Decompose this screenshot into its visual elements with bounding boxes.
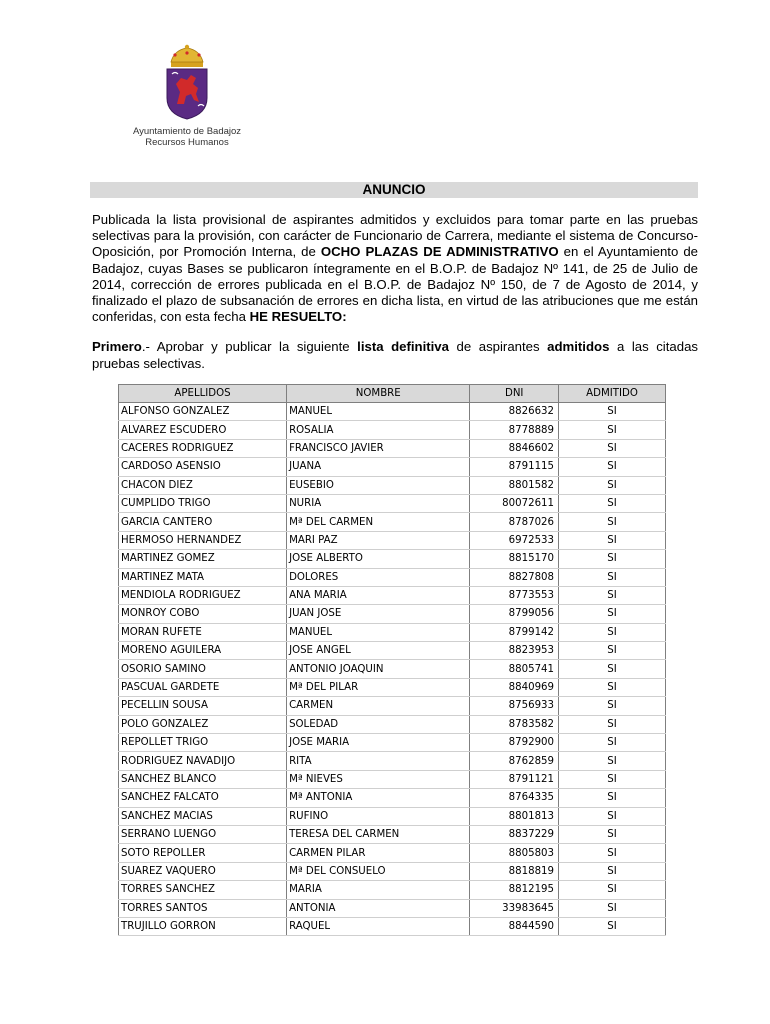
cell-admitido: SI bbox=[559, 789, 666, 807]
cell-admitido: SI bbox=[559, 605, 666, 623]
cell-dni: 8778889 bbox=[470, 421, 559, 439]
cell-apellidos: SOTO REPOLLER bbox=[119, 844, 287, 862]
cell-apellidos: RODRIGUEZ NAVADIJO bbox=[119, 752, 287, 770]
primero-text-2: de aspirantes bbox=[448, 339, 548, 355]
cell-nombre: DOLORES bbox=[287, 568, 470, 586]
table-row bbox=[119, 697, 666, 715]
cell-admitido: SI bbox=[559, 531, 666, 549]
cell-admitido: SI bbox=[559, 697, 666, 715]
table-row bbox=[119, 513, 666, 531]
cell-nombre: SOLEDAD bbox=[287, 715, 470, 733]
cell-nombre: Mª NIEVES bbox=[287, 770, 470, 788]
cell-nombre: RAQUEL bbox=[287, 917, 470, 935]
intro-text-1: Publicada la lista provisional de aspirantes admitidos y excluidos para tomar parte en las pruebas selectivas para la provisión, con carácter de Funcionario de Carrera, mediante el sistema de Concurso-Oposición, por Promoción Interna, de bbox=[92, 212, 698, 260]
cell-dni: 6972533 bbox=[470, 531, 559, 549]
cell-apellidos: GARCIA CANTERO bbox=[119, 513, 287, 531]
cell-admitido: SI bbox=[559, 752, 666, 770]
cell-admitido: SI bbox=[559, 881, 666, 899]
primero-text-1: .- Aprobar y publicar la siguiente bbox=[141, 339, 358, 355]
cell-admitido: SI bbox=[559, 917, 666, 935]
primero-bold-admitidos: admitidos bbox=[547, 339, 610, 355]
col-apellidos: APELLIDOS bbox=[119, 385, 287, 403]
cell-nombre: MANUEL bbox=[287, 623, 470, 641]
cell-apellidos: CUMPLIDO TRIGO bbox=[119, 494, 287, 512]
table-row bbox=[119, 623, 666, 641]
city-crest-icon bbox=[162, 44, 212, 120]
cell-apellidos: ALVAREZ ESCUDERO bbox=[119, 421, 287, 439]
table-row bbox=[119, 550, 666, 568]
cell-admitido: SI bbox=[559, 513, 666, 531]
cell-apellidos: POLO GONZALEZ bbox=[119, 715, 287, 733]
cell-dni: 8787026 bbox=[470, 513, 559, 531]
cell-nombre: ANTONIO JOAQUIN bbox=[287, 660, 470, 678]
admitted-applicants-table bbox=[118, 384, 666, 936]
table-row bbox=[119, 917, 666, 935]
cell-apellidos: TRUJILLO GORRON bbox=[119, 917, 287, 935]
cell-nombre: JUAN JOSE bbox=[287, 605, 470, 623]
cell-dni: 8846602 bbox=[470, 439, 559, 457]
cell-apellidos: MONROY COBO bbox=[119, 605, 287, 623]
cell-admitido: SI bbox=[559, 844, 666, 862]
cell-dni: 80072611 bbox=[470, 494, 559, 512]
cell-nombre: RUFINO bbox=[287, 807, 470, 825]
cell-dni: 8815170 bbox=[470, 550, 559, 568]
table-row bbox=[119, 789, 666, 807]
table-row bbox=[119, 403, 666, 421]
cell-dni: 8823953 bbox=[470, 642, 559, 660]
cell-apellidos: MORAN RUFETE bbox=[119, 623, 287, 641]
primero-label: Primero bbox=[92, 339, 142, 355]
cell-dni: 8792900 bbox=[470, 734, 559, 752]
cell-apellidos: CARDOSO ASENSIO bbox=[119, 458, 287, 476]
intro-text-2: en el Ayuntamiento de Badajoz, cuyas Bases se publicaron íntegramente en el B.O.P. de Badajoz Nº 141, de 25 de Julio de 2014, corrección de errores publicada en el B.O.P. de Badajoz Nº 150, de 7 de Agosto de 2014, y finalizado el plazo de subsanación de errores en dicha lista, en virtud de las atribuciones que me están conferidas, con esta fecha bbox=[92, 244, 698, 325]
cell-dni: 8801813 bbox=[470, 807, 559, 825]
cell-dni: 8812195 bbox=[470, 881, 559, 899]
cell-apellidos: SANCHEZ BLANCO bbox=[119, 770, 287, 788]
table-row bbox=[119, 844, 666, 862]
cell-nombre: MANUEL bbox=[287, 403, 470, 421]
cell-apellidos: SERRANO LUENGO bbox=[119, 825, 287, 843]
cell-nombre: Mª DEL CARMEN bbox=[287, 513, 470, 531]
cell-apellidos: HERMOSO HERNANDEZ bbox=[119, 531, 287, 549]
table-row bbox=[119, 715, 666, 733]
cell-dni: 8818819 bbox=[470, 862, 559, 880]
table-row bbox=[119, 660, 666, 678]
primero-text-3: a las citadas pruebas selectivas. bbox=[92, 339, 698, 371]
table-row bbox=[119, 734, 666, 752]
cell-dni: 8826632 bbox=[470, 403, 559, 421]
cell-admitido: SI bbox=[559, 807, 666, 825]
org-name: Ayuntamiento de Badajoz bbox=[132, 126, 242, 137]
cell-dni: 8783582 bbox=[470, 715, 559, 733]
cell-nombre: Mª DEL PILAR bbox=[287, 678, 470, 696]
cell-apellidos: REPOLLET TRIGO bbox=[119, 734, 287, 752]
cell-dni: 8827808 bbox=[470, 568, 559, 586]
table-row bbox=[119, 494, 666, 512]
cell-dni: 8756933 bbox=[470, 697, 559, 715]
cell-admitido: SI bbox=[559, 660, 666, 678]
cell-admitido: SI bbox=[559, 421, 666, 439]
cell-admitido: SI bbox=[559, 494, 666, 512]
cell-apellidos: PASCUAL GARDETE bbox=[119, 678, 287, 696]
cell-nombre: CARMEN PILAR bbox=[287, 844, 470, 862]
cell-nombre: TERESA DEL CARMEN bbox=[287, 825, 470, 843]
table-row bbox=[119, 421, 666, 439]
cell-dni: 8799056 bbox=[470, 605, 559, 623]
cell-admitido: SI bbox=[559, 734, 666, 752]
cell-apellidos: MARTINEZ MATA bbox=[119, 568, 287, 586]
cell-nombre: CARMEN bbox=[287, 697, 470, 715]
cell-nombre: NURIA bbox=[287, 494, 470, 512]
cell-admitido: SI bbox=[559, 586, 666, 604]
cell-dni: 8837229 bbox=[470, 825, 559, 843]
cell-nombre: JUANA bbox=[287, 458, 470, 476]
cell-nombre: MARIA bbox=[287, 881, 470, 899]
cell-nombre: EUSEBIO bbox=[287, 476, 470, 494]
cell-nombre: JOSE MARIA bbox=[287, 734, 470, 752]
cell-dni: 8791115 bbox=[470, 458, 559, 476]
cell-dni: 33983645 bbox=[470, 899, 559, 917]
cell-apellidos: TORRES SANCHEZ bbox=[119, 881, 287, 899]
cell-admitido: SI bbox=[559, 825, 666, 843]
col-admitido: ADMITIDO bbox=[559, 385, 666, 403]
cell-admitido: SI bbox=[559, 715, 666, 733]
table-row bbox=[119, 770, 666, 788]
cell-dni: 8764335 bbox=[470, 789, 559, 807]
cell-admitido: SI bbox=[559, 623, 666, 641]
table-row bbox=[119, 439, 666, 457]
cell-dni: 8773553 bbox=[470, 586, 559, 604]
cell-apellidos: ALFONSO GONZALEZ bbox=[119, 403, 287, 421]
announcement-body bbox=[92, 212, 698, 386]
col-nombre: NOMBRE bbox=[287, 385, 470, 403]
cell-nombre: RITA bbox=[287, 752, 470, 770]
cell-apellidos: SANCHEZ FALCATO bbox=[119, 789, 287, 807]
primero-paragraph bbox=[92, 339, 698, 371]
col-dni: DNI bbox=[470, 385, 559, 403]
table-row bbox=[119, 899, 666, 917]
table-row bbox=[119, 752, 666, 770]
cell-apellidos: MORENO AGUILERA bbox=[119, 642, 287, 660]
cell-admitido: SI bbox=[559, 458, 666, 476]
cell-dni: 8762859 bbox=[470, 752, 559, 770]
cell-dni: 8791121 bbox=[470, 770, 559, 788]
cell-nombre: ROSALIA bbox=[287, 421, 470, 439]
cell-nombre: MARI PAZ bbox=[287, 531, 470, 549]
primero-bold-lista: lista definitiva bbox=[357, 339, 449, 355]
cell-apellidos: OSORIO SAMINO bbox=[119, 660, 287, 678]
table-header-row bbox=[119, 385, 666, 403]
intro-paragraph bbox=[92, 212, 698, 325]
table-row bbox=[119, 642, 666, 660]
cell-apellidos: MENDIOLA RODRIGUEZ bbox=[119, 586, 287, 604]
cell-apellidos: TORRES SANTOS bbox=[119, 899, 287, 917]
org-department: Recursos Humanos bbox=[145, 137, 229, 148]
table-row bbox=[119, 825, 666, 843]
cell-apellidos: SANCHEZ MACIAS bbox=[119, 807, 287, 825]
cell-nombre: Mª ANTONIA bbox=[287, 789, 470, 807]
cell-dni: 8799142 bbox=[470, 623, 559, 641]
table-row bbox=[119, 862, 666, 880]
page-title: ANUNCIO bbox=[90, 182, 698, 198]
cell-dni: 8844590 bbox=[470, 917, 559, 935]
letterhead bbox=[112, 44, 262, 148]
cell-nombre: JOSE ALBERTO bbox=[287, 550, 470, 568]
cell-nombre: FRANCISCO JAVIER bbox=[287, 439, 470, 457]
table-row bbox=[119, 807, 666, 825]
cell-admitido: SI bbox=[559, 403, 666, 421]
cell-dni: 8840969 bbox=[470, 678, 559, 696]
cell-admitido: SI bbox=[559, 770, 666, 788]
cell-nombre: ANA MARIA bbox=[287, 586, 470, 604]
cell-admitido: SI bbox=[559, 439, 666, 457]
intro-bold-resuelto: HE RESUELTO: bbox=[249, 309, 347, 325]
cell-nombre: Mª DEL CONSUELO bbox=[287, 862, 470, 880]
table-row bbox=[119, 605, 666, 623]
cell-apellidos: CACERES RODRIGUEZ bbox=[119, 439, 287, 457]
table-row bbox=[119, 476, 666, 494]
cell-admitido: SI bbox=[559, 678, 666, 696]
cell-admitido: SI bbox=[559, 642, 666, 660]
table-row bbox=[119, 586, 666, 604]
cell-admitido: SI bbox=[559, 568, 666, 586]
cell-nombre: ANTONIA bbox=[287, 899, 470, 917]
table-row bbox=[119, 568, 666, 586]
cell-dni: 8801582 bbox=[470, 476, 559, 494]
cell-apellidos: MARTINEZ GOMEZ bbox=[119, 550, 287, 568]
table-row bbox=[119, 678, 666, 696]
cell-admitido: SI bbox=[559, 862, 666, 880]
table-row bbox=[119, 881, 666, 899]
cell-dni: 8805803 bbox=[470, 844, 559, 862]
cell-admitido: SI bbox=[559, 550, 666, 568]
cell-apellidos: SUAREZ VAQUERO bbox=[119, 862, 287, 880]
cell-nombre: JOSE ANGEL bbox=[287, 642, 470, 660]
cell-apellidos: CHACON DIEZ bbox=[119, 476, 287, 494]
intro-bold-plazas: OCHO PLAZAS DE ADMINISTRATIVO bbox=[320, 244, 559, 260]
cell-admitido: SI bbox=[559, 476, 666, 494]
table-row bbox=[119, 458, 666, 476]
cell-apellidos: PECELLIN SOUSA bbox=[119, 697, 287, 715]
cell-admitido: SI bbox=[559, 899, 666, 917]
table-row bbox=[119, 531, 666, 549]
cell-dni: 8805741 bbox=[470, 660, 559, 678]
